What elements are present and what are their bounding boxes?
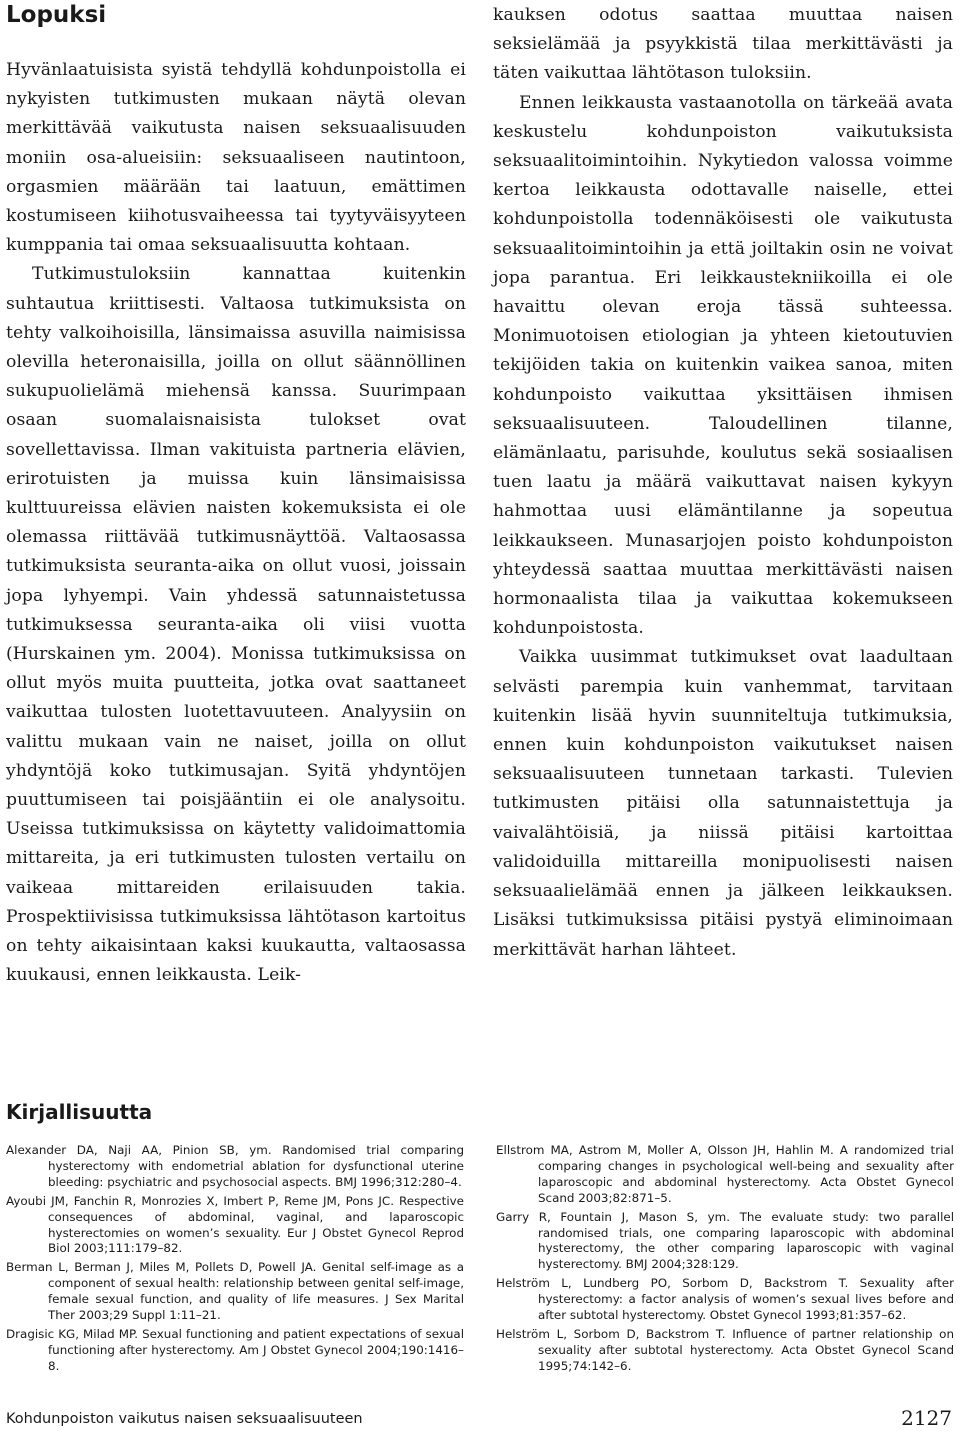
reference-item: Helström L, Lundberg PO, Sorbom D, Backstrom T. Sexuality after hysterectomy: a factor analysis of women’s sexual lives before and after subtotal hysterectomy. Obstet Gynecol 1993;81:357–62. <box>496 1276 954 1323</box>
reference-item: Dragisic KG, Milad MP. Sexual functioning and patient expectations of sexual functioning after hysterectomy. Am J Obstet Gynecol 2004;190:1416–8. <box>6 1326 464 1373</box>
section-heading: Lopuksi <box>6 2 107 28</box>
paragraph: Vaikka uusimmat tutkimukset ovat laadultaan selvästi parempia kuin vanhemmat, tarvitaan kuitenkin lisää hyvin suunniteltuja tutkimuksia, ennen kuin kohdunpoiston vaikutukset naisen seksuaalisuuteen tunnetaan tarkasti. Tulevien tutkimusten pitäisi olla satunnaistettuja ja vaivalähtöisiä, ja niissä pitäisi kartoittaa validoiduilla mittareilla monipuolisesti naisen seksuaalielämää ennen ja jälkeen leikkauksen. Lisäksi tutkimuksissa pitäisi pystyä eliminoimaan merkittävät harhan lähteet. <box>493 647 953 960</box>
body-column-left <box>6 56 466 991</box>
reference-item: Berman L, Berman J, Miles M, Pollets D, Powell JA. Genital self-image as a component of sexual health: relationship between genital self-image, female sexual function, and quality of life measures. J Sex Marital Ther 2003;29 Suppl 1:11–21. <box>6 1260 464 1323</box>
page-number: 2127 <box>901 1406 952 1430</box>
references-column-left <box>6 1143 464 1378</box>
reference-item: Alexander DA, Naji AA, Pinion SB, ym. Randomised trial comparing hysterectomy with endometrial ablation for dysfunctional uterine bleeding: psychiatric and psychosocial aspects. BMJ 1996;312:280–4. <box>6 1143 464 1189</box>
paragraph: Tutkimustuloksiin kannattaa kuitenkin suhtautua kriittisesti. Valtaosa tutkimuksista on tehty valkoihoisilla, länsimaissa asuvilla naimisissa olevilla heteronaisilla, joilla on ollut säännöllinen sukupuolielämä miehensä kanssa. Suurimpaan osaan suomalaisnaisista tulokset ovat sovellettavissa. Ilman vakituista partneria elävien, erirotuisten ja muissa kuin länsimaisissa kulttuureissa elävien naisten kokemuksista ei ole olemassa riittävää tutkimusnäyttöä. Valtaosassa tutkimuksista seuranta-aika on ollut vuosi, joissain jopa lyhyempi. Vain yhdessä satunnaistetussa tutkimuksessa seuranta-aika oli viisi vuotta (Hurskainen ym. 2004). Monissa tutkimuksissa on ollut myös muita puutteita, jotka ovat saattaneet vaikuttaa tulosten luotettavuuteen. Analyysiin on valittu mukaan vain ne naiset, joilla on ollut yhdyntöjä koko tutkimusajan. Syitä yhdyntöjen puuttumiseen tai poisjääntiin ei ole analysoitu. Useissa tutkimuksissa on käytetty validoimattomia mittareita, ja eri tutkimusten tulosten vertailu on vaikeaa mittareiden erilaisuuden takia. Prospektiivisissa tutkimuksissa lähtötason kartoitus on tehty aikaisintaan kaksi kuukautta, valtaosassa kuukausi, ennen leikkausta. Leik- <box>6 264 466 986</box>
references-column-right <box>496 1143 954 1378</box>
reference-item: Helström L, Sorbom D, Backstrom T. Influence of partner relationship on sexuality after subtotal hysterectomy. Acta Obstet Gynecol Scand 1995;74:142–6. <box>496 1326 954 1373</box>
body-column-right <box>493 1 953 965</box>
reference-item: Garry R, Fountain J, Mason S, ym. The evaluate study: two parallel randomised trials, one comparing laparoscopic with abdominal hysterectomy, the other comparing laparoscopic with vaginal hysterectomy. BMJ 2004;328:129. <box>496 1209 954 1272</box>
running-title: Kohdunpoiston vaikutus naisen seksuaalisuuteen <box>6 1411 363 1427</box>
reference-item: Ellstrom MA, Astrom M, Moller A, Olsson JH, Hahlin M. A randomized trial comparing changes in psychological well-being and sexuality after laparoscopic and abdominal hysterectomy. Acta Obstet Gynecol Scand 2003;82:871–5. <box>496 1143 954 1205</box>
paragraph: Hyvänlaatuisista syistä tehdyllä kohdunpoistolla ei nykyisten tutkimusten mukaan näytä olevan merkittävää vaikutusta naisen seksuaalisuuden moniin osa-alueisiin: seksuaaliseen nautintoon, orgasmien määrään tai laatuun, emättimen kostumiseen kiihotusvaiheessa tai tyytyväisyyteen kumppania tai omaa seksuaalisuutta kohtaan. <box>6 60 466 256</box>
paragraph: Ennen leikkausta vastaanotolla on tärkeää avata keskustelu kohdunpoiston vaikutuksista seksuaalitoimintoihin. Nykytiedon valossa voimme kertoa leikkausta odottavalle naiselle, ettei kohdunpoistolla todennäköisesti ole vaikutusta seksuaalitoimintoihin ja että joiltakin osin ne voivat jopa parantua. Eri leikkaustekniikoilla ei ole havaittu olevan eroja tässä suhteessa. Monimuotoisen etiologian ja yhteen kietoutuvien tekijöiden takia on kuitenkin vaikea sanoa, miten kohdunpoisto vaikuttaa yksittäisen ihmisen seksuaalisuuteen. Taloudellinen tilanne, elämänlaatu, parisuhde, koulutus sekä sosiaalisen tuen laatu ja määrä vaikuttavat naisen kykyyn hahmottaa uusi elämäntilanne ja sopeutua leikkaukseen. Munasarjojen poisto kohdunpoiston yhteydessä saattaa muuttaa merkittävästi naisen hormonaalista tilaa ja vaikuttaa kokemukseen kohdunpoistosta. <box>493 92 953 639</box>
reference-item: Ayoubi JM, Fanchin R, Monrozies X, Imbert P, Reme JM, Pons JC. Respective consequences of abdominal, vaginal, and laparoscopic hysterectomies on women’s sexuality. Eur J Obstet Gynecol Reprod Biol 2003;111:179–82. <box>6 1193 464 1256</box>
references-heading: Kirjallisuutta <box>6 1100 153 1124</box>
paragraph: kauksen odotus saattaa muuttaa naisen seksielämää ja psyykkistä tilaa merkittävästi ja täten vaikuttaa lähtötason tuloksiin. <box>493 5 953 84</box>
